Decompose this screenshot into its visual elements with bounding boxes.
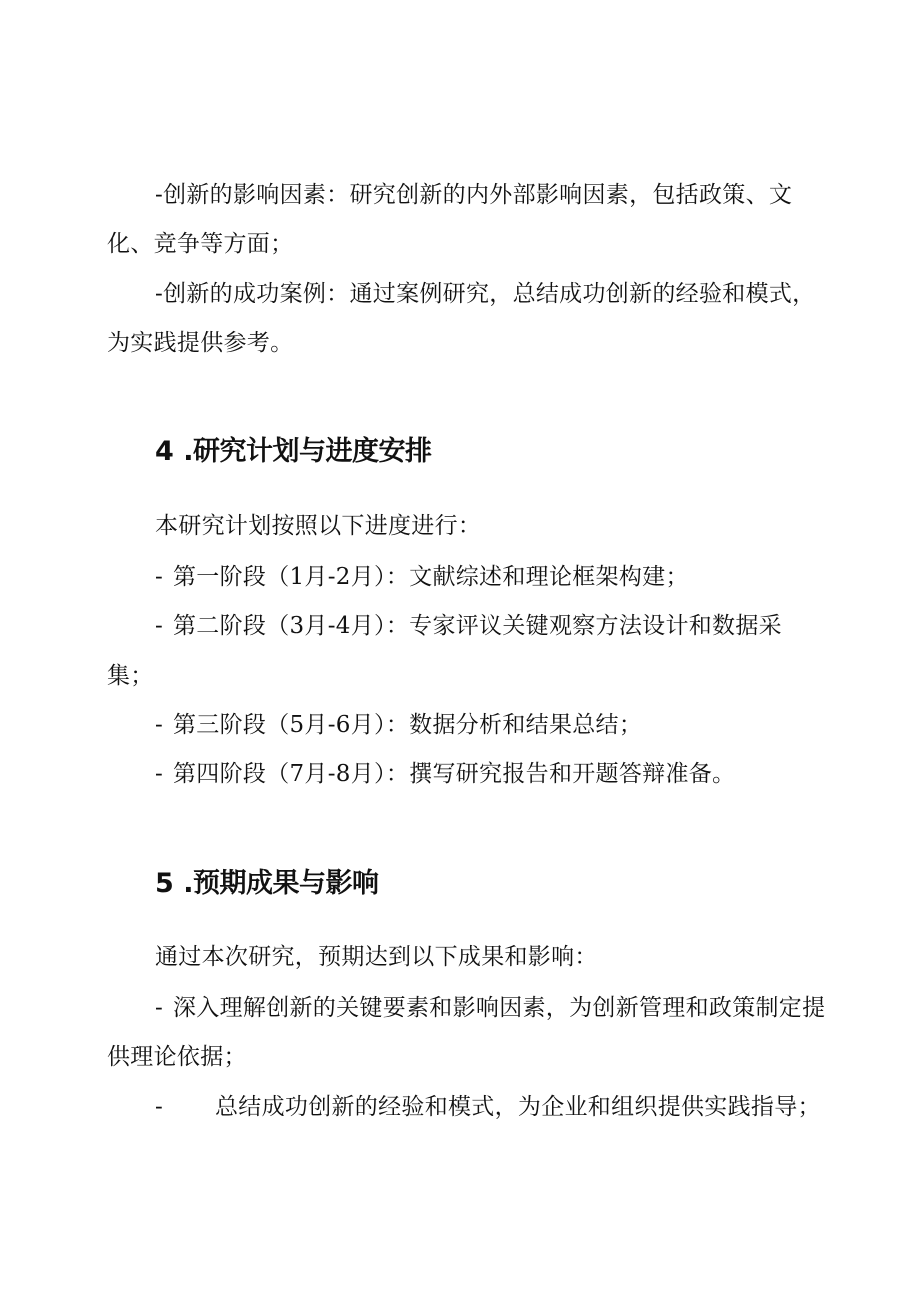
phase-4 [155,759,735,789]
section-5-title: .预期成果与影响 [183,868,379,899]
factors-line-2: 化、竞争等方面； [107,231,294,257]
section-4-title: .研究计划与进度安排 [183,436,432,467]
bullet-dash: - [155,761,164,787]
outcome-2-text: 总结成功创新的经验和模式，为企业和组织提供实践指导； [215,1094,821,1120]
phase-2-text: 第二阶段（3月-4月）：专家评议关键观察方法设计和数据采 [173,613,782,639]
outcome-1-text: 深入理解创新的关键要素和影响因素，为创新管理和政策制定提 [173,995,826,1021]
bullet-dash: - [155,564,164,590]
phase-1-text: 第一阶段（1月-2月）：文献综述和理论框架构建； [173,564,689,590]
section-4-intro: 本研究计划按照以下进度进行： [155,513,482,539]
section-5-heading [155,867,379,901]
outcome-1-continuation: 供理论依据； [107,1044,247,1070]
section-5-number: 5 [155,868,174,899]
section-5-intro: 通过本次研究，预期达到以下成果和影响： [155,944,598,970]
bullet-dash: - [155,613,164,639]
phase-3 [155,710,642,740]
outcome-2 [155,1092,821,1122]
phase-2-continuation: 集； [107,663,154,689]
phase-4-text: 第四阶段（7月-8月）：撰写研究报告和开题答辩准备。 [173,761,736,787]
bullet-dash: - [155,1094,164,1120]
phase-1 [155,562,689,592]
cases-line-1: -创新的成功案例：通过案例研究，总结成功创新的经验和模式， [155,281,816,307]
phase-3-text: 第三阶段（5月-6月）：数据分析和结果总结； [173,712,643,738]
section-4-heading [155,435,432,469]
bullet-dash: - [155,995,164,1021]
factors-line-1: -创新的影响因素：研究创新的内外部影响因素，包括政策、文 [155,182,793,208]
bullet-dash: - [155,712,164,738]
outcome-1 [155,993,825,1023]
phase-2 [155,611,782,641]
section-4-number: 4 [155,436,174,467]
cases-line-2: 为实践提供参考。 [107,330,294,356]
